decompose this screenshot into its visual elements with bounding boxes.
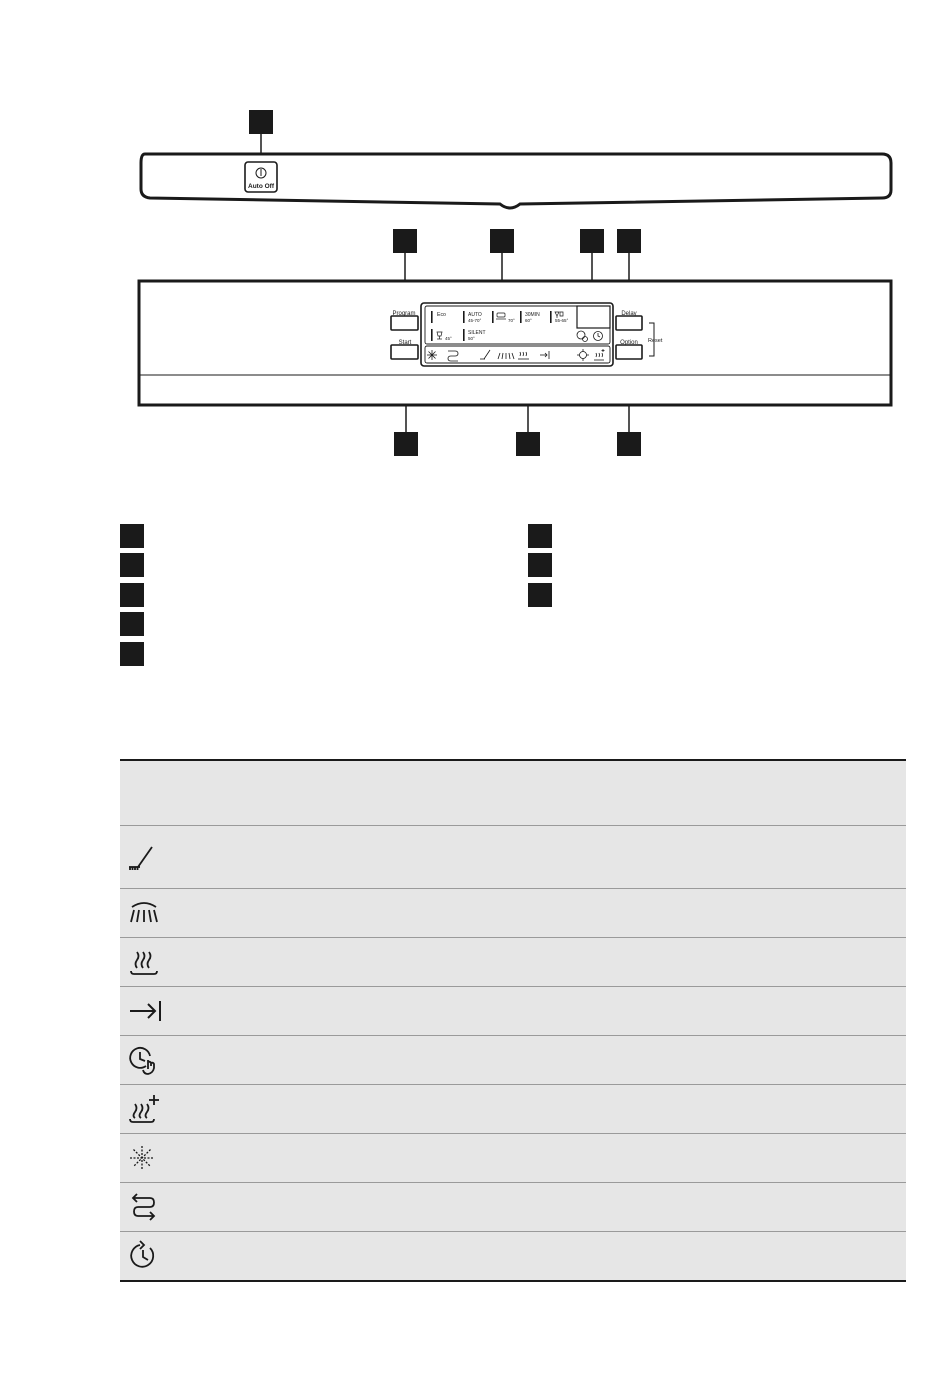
key-marker	[120, 553, 144, 577]
legend-row	[120, 938, 906, 987]
callout-marker	[580, 229, 604, 253]
program-label: Program	[392, 311, 416, 317]
callout-marker	[490, 229, 514, 253]
program-auto-line2: 45-70°	[468, 318, 482, 323]
legend-row	[120, 1134, 906, 1183]
top-control-strip-diagram	[0, 0, 950, 470]
program-30min-line2: 60°	[525, 318, 532, 323]
program-30min-line1: 30MIN	[525, 312, 540, 318]
machine-care-icon	[427, 350, 437, 360]
extra-dry-icon	[124, 1091, 164, 1127]
display-panel	[421, 303, 613, 366]
end-icon	[124, 993, 164, 1029]
start-label: Start	[398, 340, 412, 346]
legend-row	[120, 1232, 906, 1280]
key-marker	[120, 642, 144, 666]
legend-row	[120, 889, 906, 938]
key-marker	[120, 524, 144, 548]
legend-header-row	[120, 761, 906, 826]
key-marker	[528, 583, 552, 607]
program-quick-temp: 45°	[445, 336, 452, 341]
program-button[interactable]	[391, 316, 418, 330]
machine-care-icon	[124, 1140, 164, 1176]
legend-row	[120, 1036, 906, 1085]
delay-button[interactable]	[616, 316, 642, 330]
reset-label: Reset	[648, 338, 663, 344]
program-auto-line1: AUTO	[468, 312, 482, 318]
callout-marker	[393, 229, 417, 253]
key-marker	[528, 553, 552, 577]
salt-spray-icon	[124, 895, 164, 931]
legend-row	[120, 1183, 906, 1232]
option-button[interactable]	[616, 345, 642, 359]
program-silent-line1: SILENT	[468, 330, 486, 336]
key-marker	[120, 583, 144, 607]
indicator-legend-table	[120, 759, 906, 1282]
flip-arrows-icon	[124, 1189, 164, 1225]
callout-marker	[394, 432, 418, 456]
delay-clock-icon	[124, 1238, 164, 1274]
callout-marker	[617, 229, 641, 253]
program-eco: Eco	[437, 312, 446, 318]
program-glass-temp: 55-65°	[555, 318, 569, 323]
legend-row	[120, 987, 906, 1036]
legend-row	[120, 826, 906, 889]
program-intensive-temp: 70°	[508, 318, 515, 323]
program-silent-line2: 50°	[468, 336, 475, 341]
time-indicator	[577, 306, 610, 328]
start-button[interactable]	[391, 345, 418, 359]
option-label: Option	[620, 340, 638, 346]
auto-off-label: Auto Off	[248, 183, 274, 190]
callout-marker	[617, 432, 641, 456]
delay-label: Delay	[621, 311, 637, 317]
rinse-aid-icon	[124, 839, 164, 875]
callout-marker	[249, 110, 273, 134]
key-marker	[120, 612, 144, 636]
delay-touch-icon	[124, 1042, 164, 1078]
key-marker	[528, 524, 552, 548]
callout-marker	[516, 432, 540, 456]
drying-icon	[124, 944, 164, 980]
legend-row	[120, 1085, 906, 1134]
